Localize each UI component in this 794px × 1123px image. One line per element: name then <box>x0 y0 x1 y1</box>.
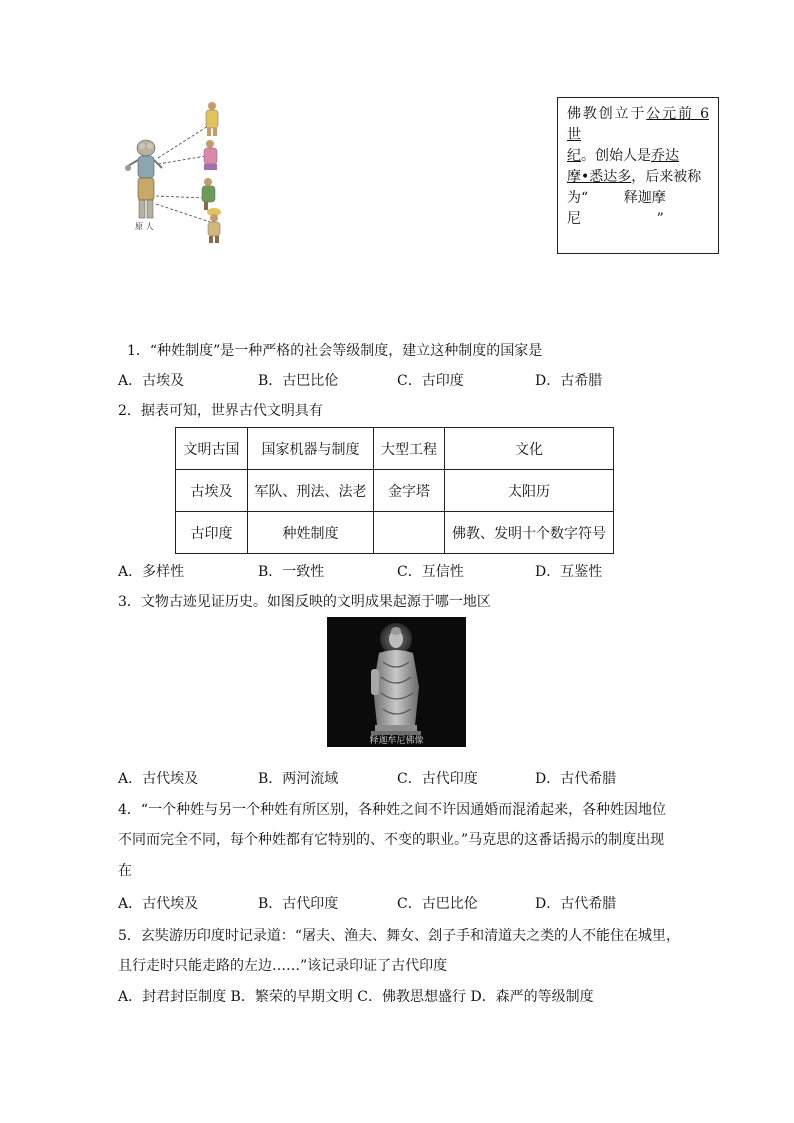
q2-stem: 2．据表可知，世界古代文明具有 <box>118 403 323 419</box>
info-line-5: 尼 ” <box>567 211 664 227</box>
q4-option-d[interactable]: D．古代希腊 <box>535 896 617 912</box>
table-cell: 种姓制度 <box>248 512 374 554</box>
caste-illustration <box>120 96 240 246</box>
vaishya-icon <box>202 178 215 210</box>
table-cell: 佛教、发明十个数字符号 <box>445 512 614 554</box>
q2-option-d[interactable]: D．互鉴性 <box>535 564 603 580</box>
q3-option-d[interactable]: D．古代希腊 <box>535 771 617 787</box>
q1-option-d[interactable]: D．古希腊 <box>535 373 603 389</box>
q2-option-b[interactable]: B．一致性 <box>258 564 325 580</box>
buddha-statue-image <box>327 617 466 747</box>
table-row <box>176 470 614 512</box>
info-line-2: 纪。创始人是乔达 <box>567 148 679 164</box>
q4-stem-line-2: 不同而完全不同，每个种姓都有它特别的、不变的职业。”马克思的这番话揭示的制度出现 <box>118 832 665 848</box>
table-header-row <box>176 428 614 470</box>
info-line-3: 摩•悉达多，后来被称 <box>567 169 702 185</box>
q1-option-c[interactable]: C．古印度 <box>397 373 464 389</box>
buddha-image-caption: 释迦牟尼佛像 <box>369 736 424 746</box>
q5-stem-line-1: 5．玄奘游历印度时记录道：“屠夫、渔夫、舞女、刽子手和清道夫之类的人不能住在城里， <box>118 928 681 944</box>
q1-stem: 1．“种姓制度”是一种严格的社会等级制度，建立这种制度的国家是 <box>127 343 543 359</box>
figure-caption: 原 人 <box>135 222 154 231</box>
q3-option-c[interactable]: C．古代印度 <box>397 771 478 787</box>
buddha-statue-icon <box>327 617 466 747</box>
q5-stem-line-2: 且行走时只能走路的左边……”该记录印证了古代印度 <box>118 958 448 974</box>
shudra-icon <box>207 208 221 243</box>
q4-stem-line-3: 在 <box>118 863 132 879</box>
q3-option-b[interactable]: B．两河流域 <box>258 771 339 787</box>
table-header: 大型工程 <box>374 428 445 470</box>
q2-option-a[interactable]: A．多样性 <box>118 564 185 580</box>
q4-option-b[interactable]: B．古代印度 <box>258 896 339 912</box>
q2-option-c[interactable]: C．互信性 <box>397 564 464 580</box>
civilization-table <box>175 427 614 554</box>
q3-option-a[interactable]: A．古代埃及 <box>118 771 199 787</box>
table-header: 国家机器与制度 <box>248 428 374 470</box>
table-header: 文化 <box>445 428 614 470</box>
q1-option-b[interactable]: B．古巴比伦 <box>258 373 339 389</box>
table-cell <box>374 512 445 554</box>
table-cell: 古印度 <box>176 512 248 554</box>
q1-option-a[interactable]: A．古埃及 <box>118 373 185 389</box>
table-row <box>176 512 614 554</box>
table-cell: 军队、刑法、法老 <box>248 470 374 512</box>
q5-options[interactable]: A．封君封臣制度 B．繁荣的早期文明 C．佛教思想盛行 D．森严的等级制度 <box>118 989 594 1005</box>
brahmin-icon <box>206 102 218 136</box>
info-line-1: 佛教创立于公元前 6 世 <box>567 106 710 143</box>
buddhism-info-box <box>557 97 719 254</box>
info-line-4: 为“ 释迦摩 <box>567 190 666 206</box>
table-cell: 金字塔 <box>374 470 445 512</box>
table-cell: 太阳历 <box>445 470 614 512</box>
primal-man-icon <box>125 140 162 218</box>
table-cell: 古埃及 <box>176 470 248 512</box>
q4-stem-line-1: 4．“一个种姓与另一个种姓有所区别，各种姓之间不许因通婚而混淆起来，各种姓因地位 <box>118 802 667 818</box>
kshatriya-icon <box>204 140 217 170</box>
table-header: 文明古国 <box>176 428 248 470</box>
q4-option-c[interactable]: C．古巴比伦 <box>397 896 478 912</box>
q4-option-a[interactable]: A．古代埃及 <box>118 896 199 912</box>
q3-stem: 3．文物古迹见证历史。如图反映的文明成果起源于哪一地区 <box>118 594 491 610</box>
caste-system-figure <box>120 96 240 246</box>
